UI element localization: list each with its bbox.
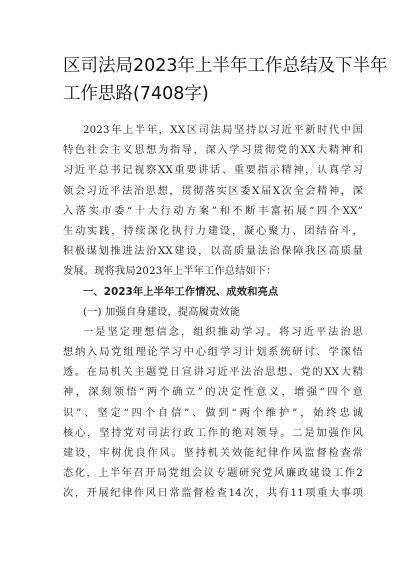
subsection-heading: (一) 加强自身建设，提高履责效能 [83, 306, 241, 318]
paragraph-line: 建设，牢树优良作风。坚持机关效能纪律作风监督检查常 [63, 448, 363, 459]
title-line: 区司法局2023年上半年工作总结及下半年 [63, 56, 388, 76]
intro-line: 领会习近平法治思想，贯彻落实区委X届X次全会精神，深 [63, 185, 363, 197]
paragraph-line: 一是坚定理想信念，组织推动学习。将习近平法治思 [83, 326, 363, 338]
intro-line: 生动实践，持续深化执行力建设，凝心聚力、团结奋斗， [63, 225, 363, 237]
intro-line: 发展。现将我局2023年上半年工作总结如下： [63, 266, 277, 278]
paragraph-line: 透。在局机关主题党日宣讲习近平法治思想、党的XX大精 [63, 367, 363, 379]
intro-line: 积极谋划推进法治XX建设，以高质量法治保障我区高质量 [63, 246, 363, 258]
intro-line: 2023年上半年，XX区司法局坚持以习近平新时代中国 [83, 125, 363, 136]
paragraph-line: 次，开展纪律作风日常监督检查14次，共有11项重大事项 [63, 488, 363, 500]
intro-line: 入落实市委“十大行动方案”和不断丰富拓展“四个XX” [63, 205, 363, 217]
intro-line: 特色社会主义思想为指导，深入学习贯彻党的XX大精神和 [63, 145, 363, 157]
paragraph-line: 识”、坚定“四个自信”、做到“两个维护”，始终忠诚 [63, 407, 363, 419]
section-heading: 一、2023年上半年工作情况、成效和亮点 [83, 286, 279, 298]
document-title [63, 52, 388, 108]
paragraph-line: 态化，上半年召开局党组会议专题研究党风廉政建设工作2 [63, 468, 363, 480]
intro-line: 习近平总书记视察XX重要讲话、重要指示精神，认真学习 [63, 165, 363, 177]
paragraph-line: 神，深刻领悟“两个确立”的决定性意义，增强“四个意 [63, 387, 363, 399]
paragraph-line: 想纳入局党组理论学习中心组学习计划系统研讨、学深悟 [63, 347, 363, 359]
title-line: 工作思路(7408字) [63, 84, 209, 104]
paragraph-line: 核心，坚持党对司法行政工作的绝对领导。二是加强作风 [63, 427, 363, 439]
document-body [63, 121, 363, 505]
